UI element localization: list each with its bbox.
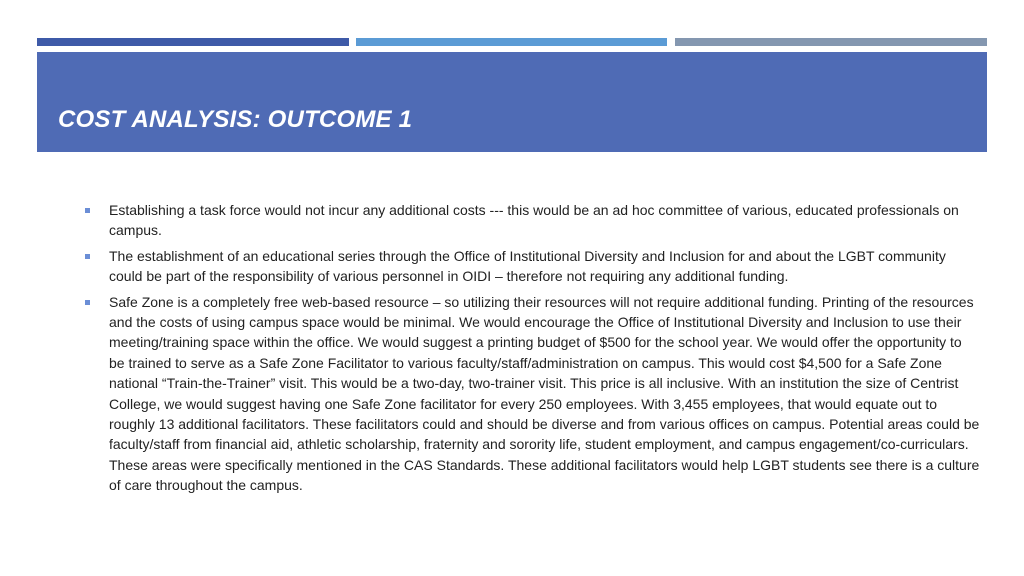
title-band — [37, 52, 987, 152]
bullet-item-educational-series — [85, 246, 980, 287]
square-bullet-icon — [85, 254, 90, 259]
square-bullet-icon — [85, 208, 90, 213]
bullet-text: Establishing a task force would not incur any additional costs --- this would be an ad hoc committee of various, educated professionals on campus. — [109, 202, 959, 239]
accent-bar-light — [356, 38, 667, 46]
bullet-list — [85, 200, 980, 501]
square-bullet-icon — [85, 300, 90, 305]
accent-bar-gray — [675, 38, 987, 46]
bullet-item-safe-zone — [85, 292, 980, 496]
slide-title: COST ANALYSIS: OUTCOME 1 — [58, 106, 413, 133]
bullet-item-task-force — [85, 200, 980, 241]
bullet-text: The establishment of an educational series through the Office of Institutional Diversity and Inclusion for and about the LGBT community could be part of the responsibility of various personnel in OIDI – therefore not requiring any additional funding. — [109, 247, 946, 285]
accent-bar-dark — [37, 38, 349, 46]
bullet-text: Safe Zone is a completely free web-based resource – so utilizing their resources will not require additional funding. Printing of the resources and the costs of using campus space would be minimal. We would encourage the Office of Institutional Diversity and Inclusion to use their meeting/training space within the office. We would suggest a printing budget of $500 for the school year. We would offer the opportunity to be trained to serve as a Safe Zone Facilitator to various faculty/staff/administration on campus. This would cost $4,500 for a Safe Zone national “Train-the-Trainer” visit. This would be a two-day, two-trainer visit. This price is all inclusive. With an institution the size of Centrist College, we would suggest having one Safe Zone facilitator for every 250 employees. With 3,455 employees, that would equate out to roughly 13 additional facilitators. These facilitators could and should be diverse and from various offices on campus. Potential areas could be faculty/staff from financial aid, athletic scholarship, fraternity and sorority life, student employment, and campus engagement/co-curriculars. These areas were specifically mentioned in the CAS Standards. These additional facilitators would help LGBT students see there is a culture of care throughout the campus. — [109, 293, 980, 494]
